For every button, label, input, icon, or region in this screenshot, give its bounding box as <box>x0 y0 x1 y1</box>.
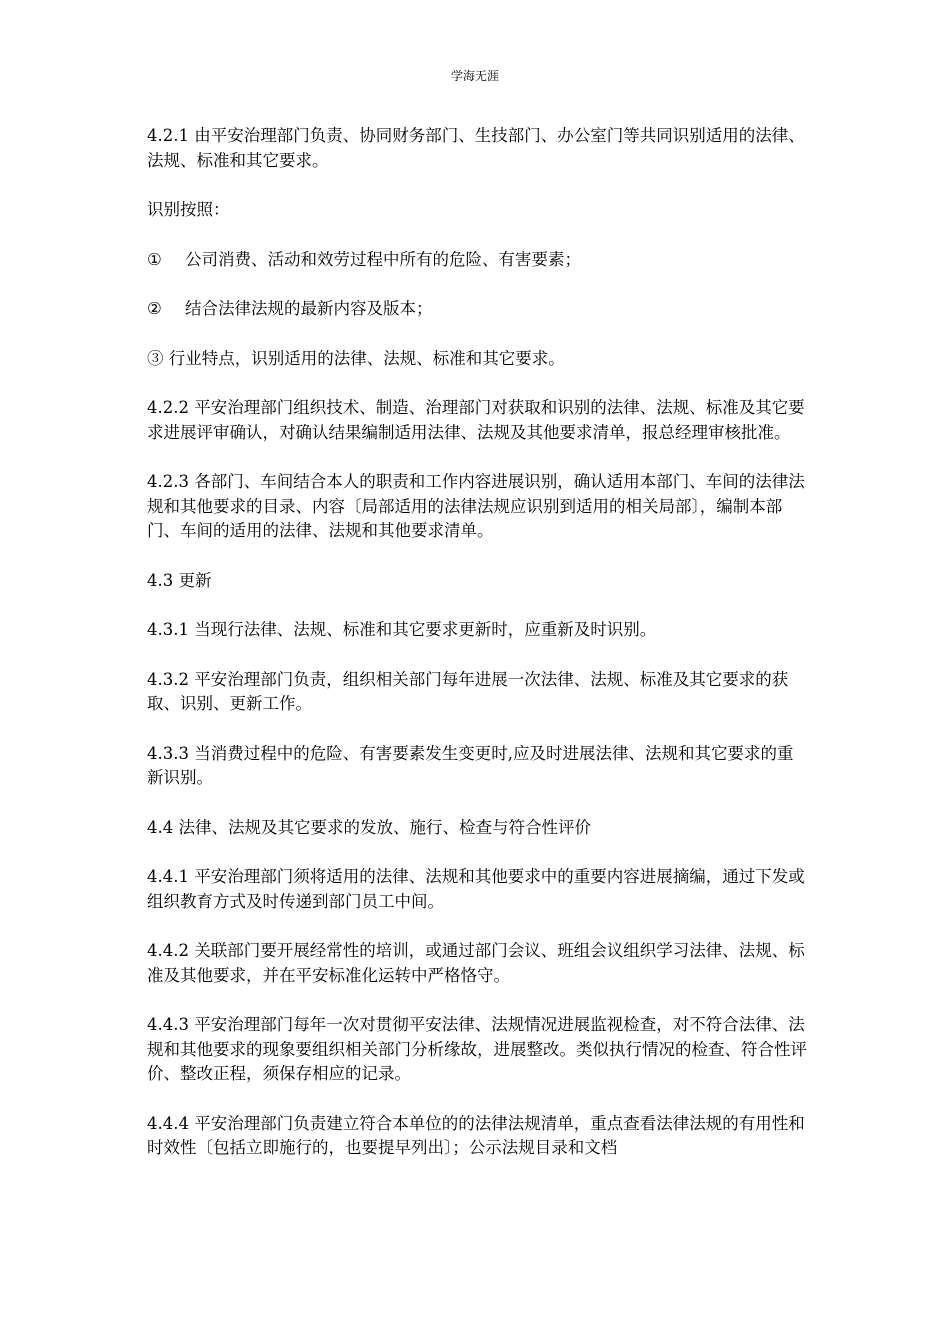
list-marker-1: ① <box>147 249 162 269</box>
list-marker-2: ② <box>147 299 162 318</box>
heading-4-4: 4.4 法律、法规及其它要求的发放、施行、检查与符合性评价 <box>147 817 591 837</box>
paragraph-4-4-1: 4.4.1 平安治理部门须将适用的法律、法规和其他要求中的重要内容进展摘编，通过下发或组织教育方式及时传递到部门员工中间。 <box>147 867 805 911</box>
list-item-3: ③ 行业特点，识别适用的法律、法规、标准和其它要求。 <box>147 348 565 368</box>
paragraph-4-4-2: 4.4.2 关联部门要开展经常性的培训，或通过部门会议、班组会议组织学习法律、法规、标准及其他要求，并在平安标准化运转中严格恪守。 <box>147 941 805 985</box>
page-header: 学海无涯 <box>450 69 499 83</box>
heading-4-3: 4.3 更新 <box>147 570 212 590</box>
list-item-2-text: 结合法律法规的最新内容及版本； <box>185 299 433 318</box>
paragraph-4-2-1: 4.2.1 由平安治理部门负责、协同财务部门、生技部门、办公室门等共同识别适用的法律、法规、标准和其它要求。 <box>147 126 805 170</box>
paragraph-4-4-3: 4.4.3 平安治理部门每年一次对贯彻平安法律、法规情况进展监视检查，对不符合法律、法规和其他要求的现象要组织相关部门分析缘故，进展整改。类似执行情况的检查、符合性评价、整改正程，须保存相应的记录。 <box>147 1015 807 1083</box>
list-item-2 <box>147 297 807 322</box>
list-item-1-text: 公司消费、活动和效劳过程中所有的危险、有害要素； <box>185 249 581 269</box>
paragraph-4-2-3: 4.2.3 各部门、车间结合本人的职责和工作内容进展识别，确认适用本部门、车间的法律法规和其他要求的目录、内容〔局部适用的法律法规应识别到适用的相关局部〕，编制本部门、车间的适用的法律、法规和其他要求清单。 <box>147 472 805 540</box>
paragraph-identification-basis: 识别按照： <box>147 200 230 219</box>
paragraph-4-3-3: 4.3.3 当消费过程中的危险、有害要素发生变更时,应及时进展法律、法规和其它要求的重新识别。 <box>147 743 794 787</box>
document-body <box>147 124 807 1186</box>
list-item-1 <box>147 248 807 273</box>
paragraph-4-3-1: 4.3.1 当现行法律、法规、标准和其它要求更新时，应重新及时识别。 <box>147 620 657 639</box>
paragraph-4-3-2: 4.3.2 平安治理部门负责，组织相关部门每年进展一次法律、法规、标准及其它要求的获取、识别、更新工作。 <box>147 669 789 713</box>
paragraph-4-4-4: 4.4.4 平安治理部门负责建立符合本单位的的法律法规清单，重点查看法律法规的有用性和时效性〔包括立即施行的，也要提早列出〕；公示法规目录和文档 <box>147 1113 805 1157</box>
paragraph-4-2-2: 4.2.2 平安治理部门组织技术、制造、治理部门对获取和识别的法律、法规、标准及其它要求进展评审确认，对确认结果编制适用法律、法规及其他要求清单，报总经理审核批准。 <box>147 398 805 442</box>
